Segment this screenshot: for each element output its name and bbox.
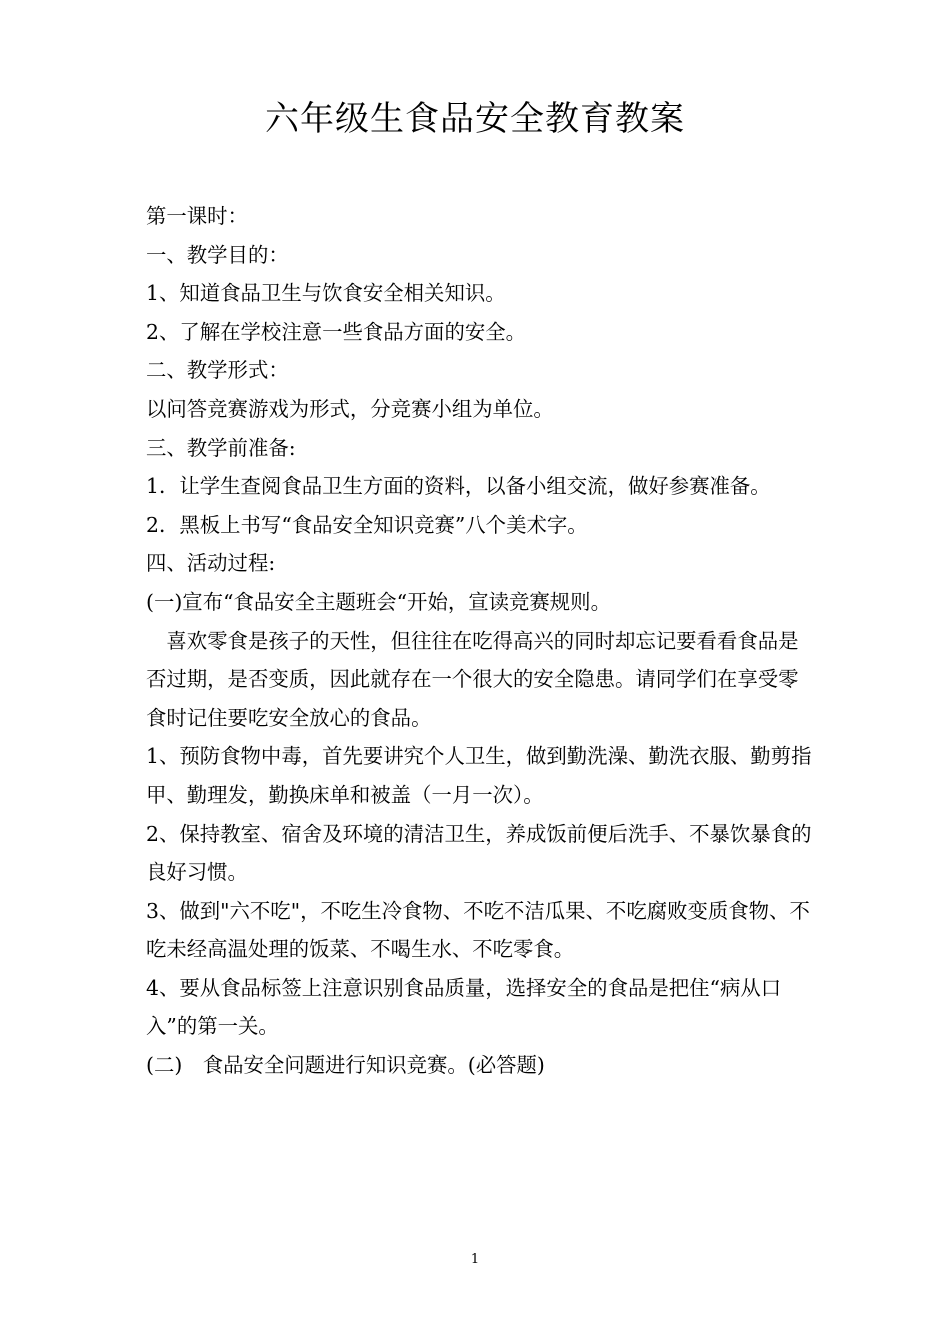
preparation-item: 2．黑板上书写“食品安全知识竞赛”八个美术字。 [146,512,588,537]
rule-item: 1、预防食物中毒，首先要讲究个人卫生，做到勤洗澡、勤洗衣服、勤剪指甲、勤理发，勤换床单和被盖（一月一次）。 [146,744,812,807]
rule-item: 2、保持教室、宿舍及环境的清洁卫生，养成饭前便后洗手、不暴饮暴食的良好习惯。 [146,821,812,885]
heading-teaching-form: 二、教学形式： [146,358,289,383]
activity-step: (一)宣布“食品安全主题班会“开始，宣读竞赛规则。 [146,589,611,614]
form-text: 以问答竞赛游戏为形式，分竞赛小组为单位。 [146,396,554,421]
heading-teaching-goals: 一、教学目的： [146,242,289,267]
document-body [146,197,814,1085]
section-label: 第一课时： [146,204,248,228]
preparation-item: 1．让学生查阅食品卫生方面的资料，以备小组交流，做好参赛准备。 [146,474,771,499]
intro-paragraph: 喜欢零食是孩子的天性，但往往在吃得高兴的同时却忘记要看看食品是否过期，是否变质，因此就存在一个很大的安全隐患。请同学们在享受零食时记住要吃安全放心的食品。 [146,628,799,730]
rule-item: 4、要从食品标签上注意识别食品质量，选择安全的食品是把住“病从口入”的第一关。 [146,975,782,1039]
goal-item: 1、知道食品卫生与饮食安全相关知识。 [146,281,506,306]
goal-item: 2、了解在学校注意一些食品方面的安全。 [146,319,527,344]
activity-step: (二) 食品安全问题进行知识竞赛。(必答题) [146,1053,545,1078]
document-title: 六年级生食品安全教育教案 [265,99,685,139]
rule-item: 3、做到"六不吃"，不吃生冷食物、不吃不洁瓜果、不吃腐败变质食物、不吃未经高温处理的饭菜、不喝生水、不吃零食。 [146,898,810,962]
heading-activity: 四、活动过程: [146,551,276,576]
page-number: 1 [470,1252,480,1267]
heading-preparation: 三、教学前准备: [146,435,296,460]
